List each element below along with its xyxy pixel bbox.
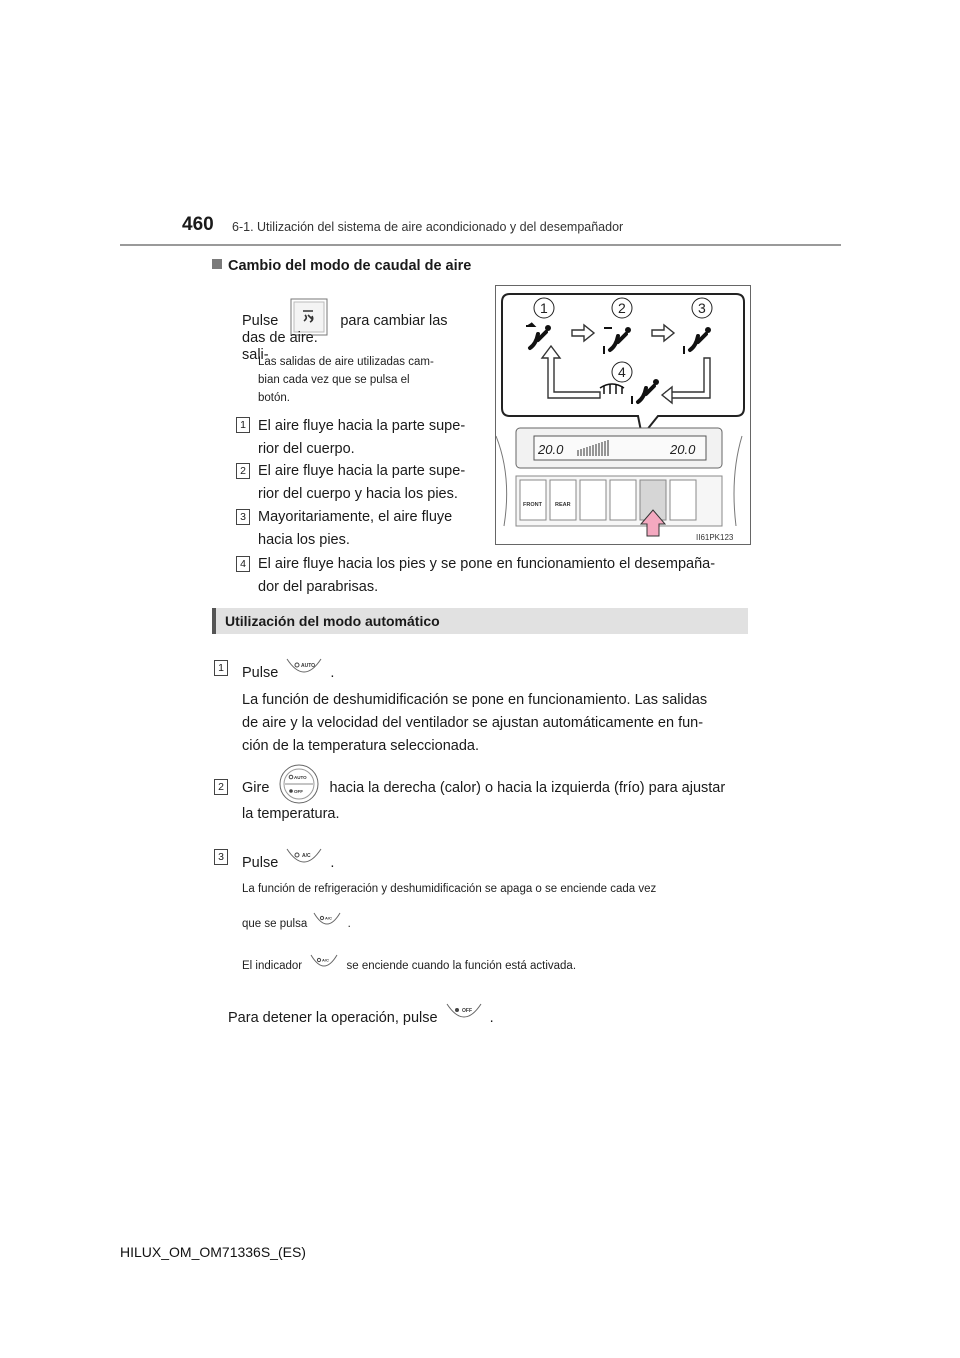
front-button-label: FRONT <box>523 502 542 508</box>
step-3-note-1: La función de refrigeración y deshumidificación se apaga o se enciende cada vez <box>242 883 657 895</box>
step-1-detail: La función de deshumidificación se pone en funcionamiento. Las salidas de aire y la velocidad del ventilador se ajustan automáticamente en fun- ción de la temperatura seleccionada. <box>242 692 708 754</box>
section-square-icon <box>212 259 222 269</box>
step-3-instruction: Pulse A/C . <box>242 845 334 881</box>
mode-number-4: 4 <box>236 556 250 572</box>
step-number-2: 2 <box>214 779 228 795</box>
figure-callout-3: 3 <box>698 300 706 316</box>
climate-panel-figure <box>495 285 751 545</box>
mode-4-text: El aire fluye hacia los pies y se pone en funcionamiento el desempaña- dor del parabrisas. <box>258 556 716 595</box>
figure-callout-4: 4 <box>618 364 626 380</box>
header-divider <box>120 244 841 246</box>
display-temp-right: 20.0 <box>670 442 696 457</box>
display-temp-left: 20.0 <box>538 442 564 457</box>
step-2-instruction: Gire AUTO OFF hacia la derecha (calor) o hacia la izquierda (frío) para ajustar <box>242 762 752 814</box>
svg-text:A/C: A/C <box>322 957 330 963</box>
airflow-instruction: Pulse para cambiar las sali- <box>242 298 476 367</box>
mode-number-3: 3 <box>236 509 250 525</box>
stop-instruction: Para detener la operación, pulse OFF . <box>228 1000 494 1036</box>
auto-section-title: Utilización del modo automático <box>212 608 748 634</box>
step-2-cont: la temperatura. <box>242 806 340 822</box>
ac-button-icon <box>285 845 323 881</box>
mode-1-text: El aire fluye hacia la parte supe- rior del cuerpo. <box>258 418 466 457</box>
airflow-section-title: Cambio del modo de caudal de aire <box>212 258 471 274</box>
step-1-instruction: Pulse AUTO . <box>242 655 334 691</box>
ac-button-small-icon <box>312 910 342 938</box>
step-3-note-2: El indicador A/C se enciende cuando la función está activada. <box>242 952 576 980</box>
mode-number-1: 1 <box>236 417 250 433</box>
airflow-note: Las salidas de aire utilizadas cam- bian cada vez que se pulsa el botón. <box>258 356 434 404</box>
figure-callout-2: 2 <box>618 300 626 316</box>
page-number: 460 <box>182 214 214 235</box>
step-number-3: 3 <box>214 849 228 865</box>
auto-button-icon <box>285 655 323 691</box>
svg-text:OFF: OFF <box>294 789 304 794</box>
ac-indicator-icon <box>309 952 339 980</box>
figure-callout-1: 1 <box>540 300 548 316</box>
step-number-1: 1 <box>214 660 228 676</box>
auto-button-label: AUTO <box>301 663 316 669</box>
figure-code: II61PK123 <box>696 533 734 542</box>
step-3-note-1-cont: que se pulsa A/C . <box>242 910 351 938</box>
section-header: 6-1. Utilización del sistema de aire acondicionado y del desempañador <box>232 220 624 234</box>
airflow-instruction-cont: das de aire. <box>242 330 318 346</box>
document-footer: HILUX_OM_OM71336S_(ES) <box>120 1244 306 1260</box>
off-button-icon <box>445 1000 483 1036</box>
svg-text:A/C: A/C <box>325 915 333 921</box>
mode-3-text: Mayoritariamente, el aire fluye hacia los pies. <box>258 509 453 548</box>
mode-number-2: 2 <box>236 463 250 479</box>
svg-text:AUTO: AUTO <box>294 775 308 780</box>
ac-button-label: A/C <box>302 853 311 859</box>
off-button-label: OFF <box>461 1008 472 1014</box>
rear-button-label: REAR <box>555 502 571 508</box>
mode-2-text: El aire fluye hacia la parte supe- rior del cuerpo y hacia los pies. <box>258 463 466 502</box>
